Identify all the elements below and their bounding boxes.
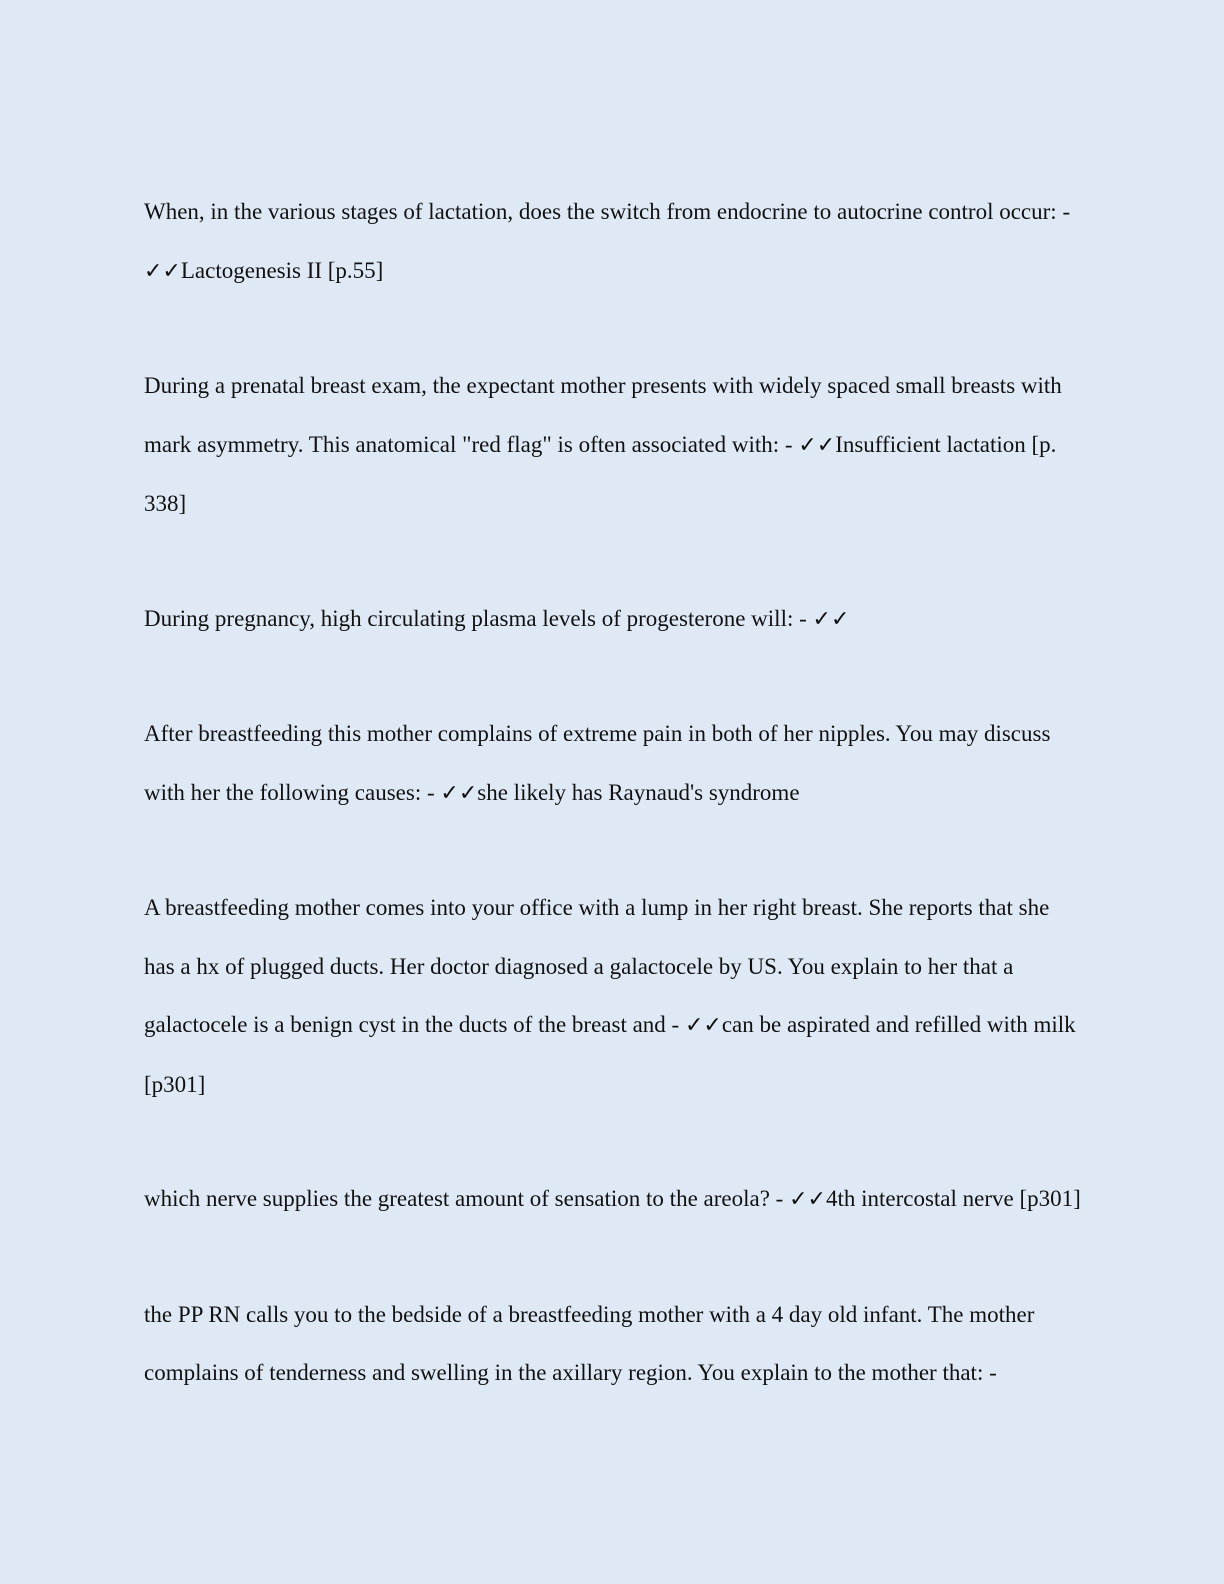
double-check-icon: ✓✓ [812,606,850,632]
document-body [144,183,1084,1460]
question-text: A breastfeeding mother comes into your office with a lump in her right breast. She reports that she has a hx of plugged ducts. Her doctor diagnosed a galactocele by US. You explain to her that a galactocele is a benign cyst in the ducts of the breast and [144,895,1050,1037]
answer-text: she likely has Raynaud's syndrome [477,779,800,805]
double-check-icon: ✓✓ [684,1013,722,1038]
qa-item-4 [144,705,1084,823]
separator: - [1056,199,1071,224]
question-text: During a prenatal breast exam, the expectant mother presents with widely spaced small breasts with mark asymmetry. This anatomical "red flag" is often associated with: [144,373,1062,457]
answer-text: Lactogenesis II [p.55] [180,257,384,283]
qa-item-7 [144,1286,1084,1404]
separator: - [793,605,813,631]
question-text: the PP RN calls you to the bedside of a breastfeeding mother with a 4 day old infant. The mother complains of tenderness and swelling in the axillary region. You explain to the mother that: [144,1301,1035,1385]
question-text: When, in the various stages of lactation, does the switch from endocrine to autocrine control occur: [144,199,1057,224]
question-text: After breastfeeding this mother complains of extreme pain in both of her nipples. You may discuss with her the following causes: [144,721,1051,805]
qa-item-3 [144,590,1084,650]
double-check-icon: ✓✓ [440,780,478,806]
double-check-icon: ✓✓ [789,1187,826,1212]
double-check-icon: ✓✓ [144,258,181,284]
separator: - [665,1012,685,1037]
separator: - [421,779,441,805]
qa-item-6 [144,1170,1084,1230]
answer-text: 4th intercostal nerve [p301] [825,1186,1081,1211]
question-text: During pregnancy, high circulating plasma levels of progesterone will: [144,605,794,631]
separator: - [983,1360,997,1385]
qa-item-5 [144,879,1084,1114]
separator: - [779,431,799,457]
qa-item-2 [144,357,1084,534]
answer-text: can be aspirated and refilled with milk [p301] [144,1012,1076,1097]
qa-item-1 [144,183,1084,301]
double-check-icon: ✓✓ [798,432,836,458]
separator: - [769,1186,790,1211]
answer-text: Insufficient lactation [p. 338] [144,431,1057,516]
question-text: which nerve supplies the greatest amount of sensation to the areola? [144,1186,770,1211]
